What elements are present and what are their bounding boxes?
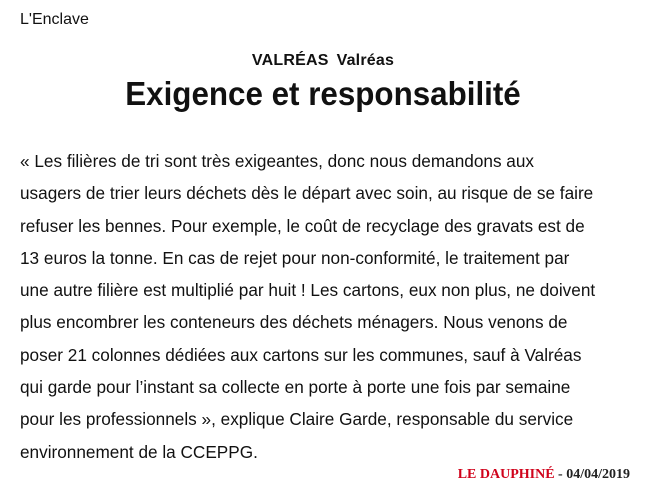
body-line: refuser les bennes. Pour exemple, le coût de recyclage des gravats est de [20, 215, 585, 236]
source-credit [458, 467, 630, 483]
publication-date: - 04/04/2019 [554, 467, 630, 482]
body-line: 13 euros la tonne. En cas de rejet pour non-conformité, le traitement par [20, 247, 570, 268]
article-kicker [0, 51, 646, 71]
body-line: qui garde pour l’instant sa collecte en porte à porte une fois par semaine [20, 377, 571, 398]
body-line: usagers de trier leurs déchets dès le départ avec soin, au risque de se faire [20, 183, 594, 204]
body-line: environnement de la CCEPPG. [20, 441, 258, 462]
kicker-location-caps: VALRÉAS [251, 52, 329, 69]
body-line: poser 21 colonnes dédiées aux cartons sur les communes, sauf à Valréas [20, 344, 582, 365]
kicker-location: Valréas [336, 52, 395, 69]
body-line: plus encombrer les conteneurs des déchets ménagers. Nous venons de [20, 312, 568, 333]
body-line: pour les professionnels », explique Claire Garde, responsable du service [20, 409, 574, 430]
section-label: L'Enclave [20, 11, 89, 28]
body-line: « Les filières de tri sont très exigeantes, donc nous demandons aux [20, 151, 535, 171]
article-headline: Exigence et responsabilité [125, 75, 521, 112]
body-line: une autre filière est multiplié par huit ! Les cartons, eux non plus, ne doivent [20, 280, 596, 301]
article-body [20, 145, 630, 468]
publication-name: LE DAUPHINÉ [457, 467, 555, 482]
